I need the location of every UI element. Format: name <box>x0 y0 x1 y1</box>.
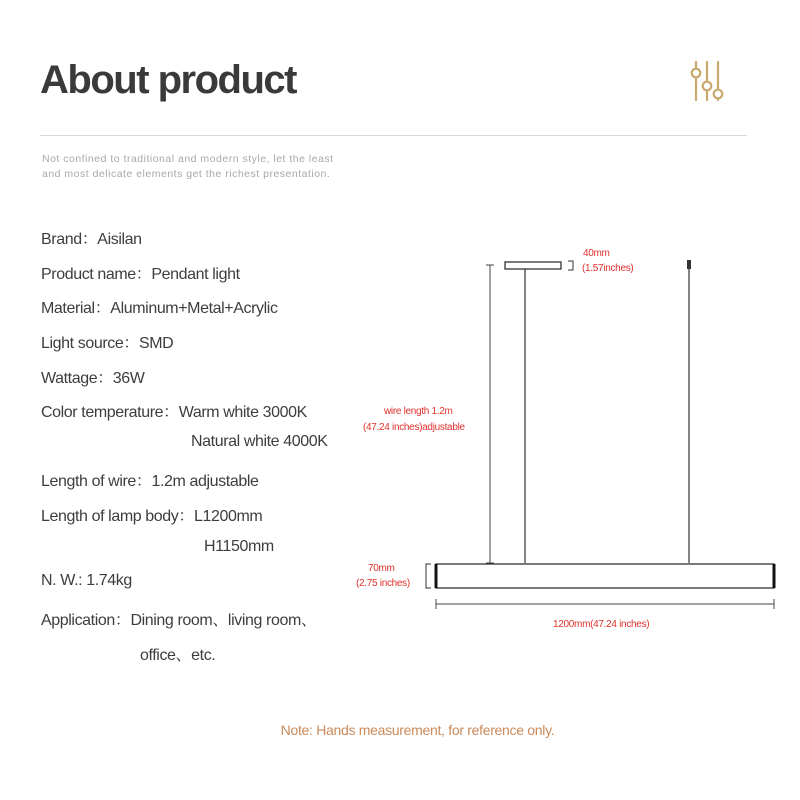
body-length-label: 1200mm(47.24 inches) <box>553 619 650 630</box>
spec-application: Application：Dining room、living room、 <box>41 612 317 629</box>
spec-length-of-lamp-body-2: H1150mm <box>204 538 274 555</box>
body-height-label: 70mm <box>368 563 395 574</box>
spec-brand: Brand：Aisilan <box>41 231 142 248</box>
wire-length-label: wire length 1.2m <box>384 406 453 417</box>
spec-light-source: Light source：SMD <box>41 335 174 352</box>
intro-text: Not confined to traditional and modern style, let the least and most delicate elements get the richest presentation. <box>42 153 334 180</box>
header-divider <box>40 135 747 136</box>
body-height-inches-label: (2.75 inches) <box>356 578 410 589</box>
spec-application-2: office、etc. <box>140 647 216 664</box>
canopy-right <box>687 260 691 269</box>
spec-product-name: Product name：Pendant light <box>41 266 240 283</box>
canopy-dimension-bracket <box>568 261 573 270</box>
spec-color-temperature: Color temperature：Warm white 3000K <box>41 404 307 421</box>
slider-controls-icon <box>688 60 728 102</box>
wire-length-inches-label: (47.24 inches)adjustable <box>363 422 465 433</box>
spec-wattage: Wattage：36W <box>41 370 145 387</box>
spec-weight: N. W.: 1.74kg <box>41 572 132 589</box>
page-title: About product <box>40 58 296 102</box>
canopy-height-inches-label: (1.57inches) <box>582 263 634 274</box>
body-height-bracket <box>426 564 431 588</box>
canopy-left <box>505 262 561 269</box>
spec-material: Material：Aluminum+Metal+Acrylic <box>41 300 278 317</box>
lamp-body <box>436 564 774 588</box>
spec-length-of-lamp-body: Length of lamp body：L1200mm <box>41 508 263 525</box>
canopy-height-label: 40mm <box>583 248 610 259</box>
measurement-note: Note: Hands measurement, for reference only. <box>280 722 555 738</box>
spec-color-temperature-2: Natural white 4000K <box>191 433 328 450</box>
spec-length-of-wire: Length of wire：1.2m adjustable <box>41 473 259 490</box>
